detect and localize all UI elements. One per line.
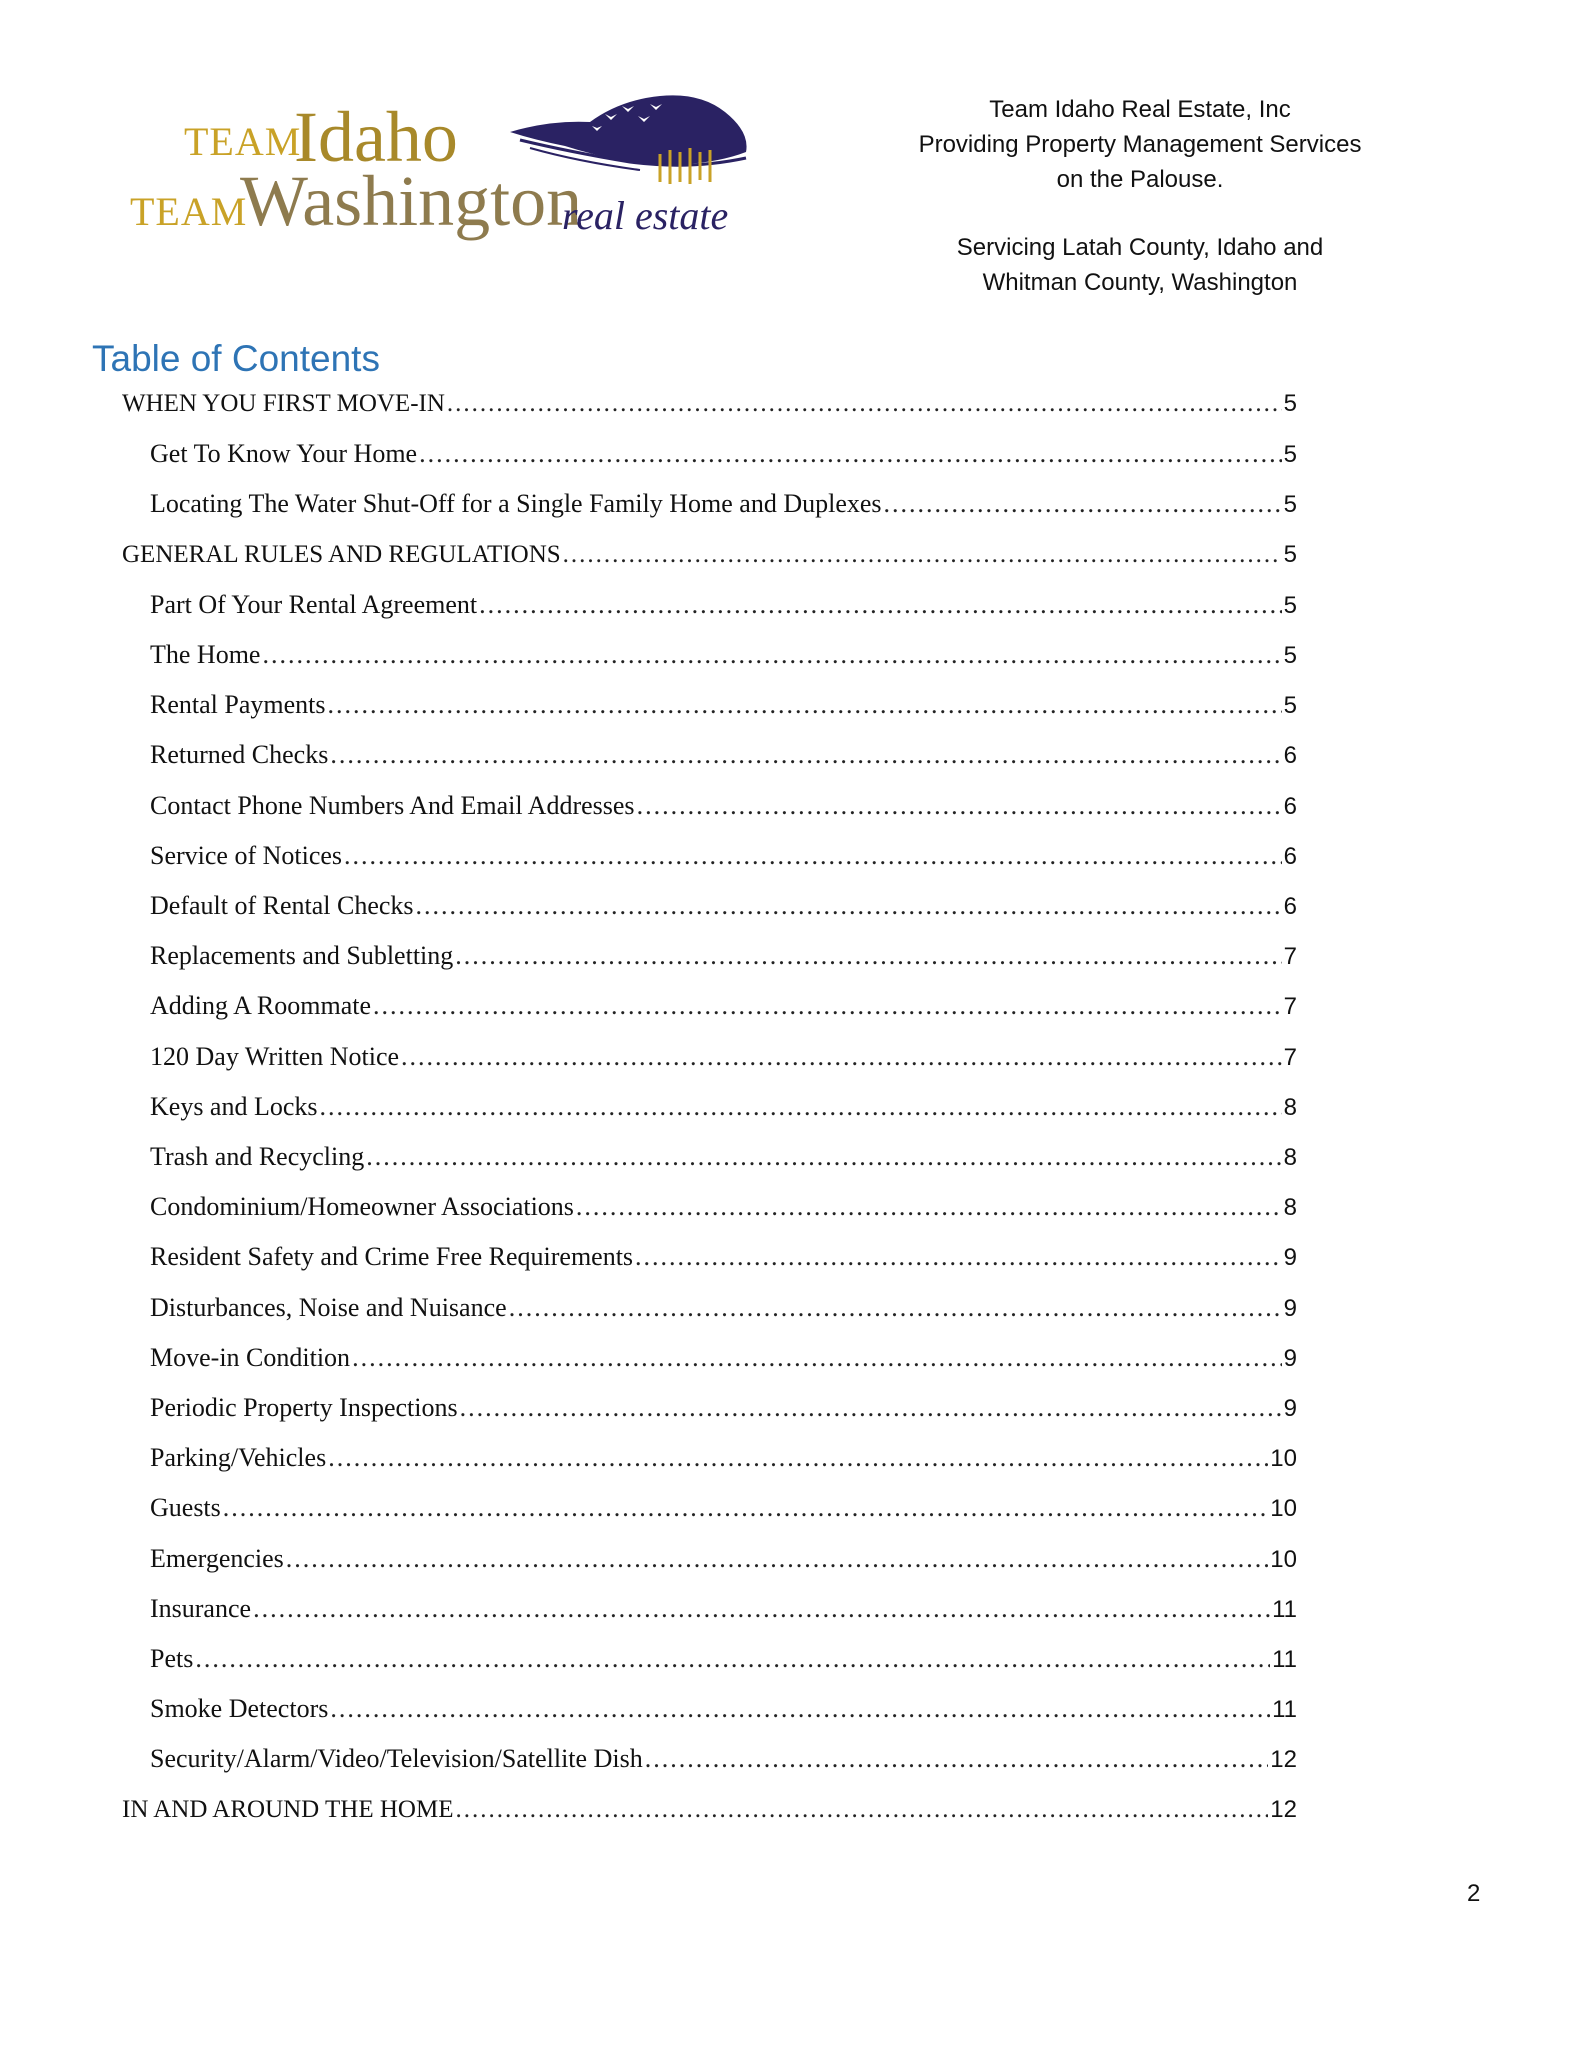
toc-entry-page: 6 <box>1283 893 1297 920</box>
toc-entry-title: The Home <box>150 640 261 669</box>
toc-entry[interactable] <box>150 888 1297 924</box>
toc-entry-title: Pets <box>150 1644 194 1673</box>
toc-entry-page: 12 <box>1270 1746 1297 1774</box>
toc-entry-title: Periodic Property Inspections <box>150 1393 458 1422</box>
toc-entry-title: WHEN YOU FIRST MOVE-IN <box>122 390 445 417</box>
toc-entry-page: 11 <box>1272 1696 1297 1724</box>
toc-entry-title: Security/Alarm/Video/Television/Satellite Dish <box>150 1744 643 1774</box>
toc-entry-title: Trash and Recycling <box>150 1142 365 1171</box>
toc-entry[interactable] <box>150 1139 1297 1175</box>
logo-real-estate-text: real estate <box>562 193 729 238</box>
toc-dot-leader <box>327 687 1281 723</box>
toc-entry-page: 9 <box>1283 1244 1297 1272</box>
toc-entry[interactable] <box>150 1691 1297 1727</box>
toc-dot-leader <box>373 988 1282 1024</box>
toc-entry-title: Guests <box>150 1493 221 1523</box>
toc-entry-page: 8 <box>1283 1093 1297 1121</box>
toc-dot-leader <box>352 1340 1282 1376</box>
toc-entry-page: 6 <box>1283 842 1297 870</box>
toc-dot-leader <box>330 1691 1270 1727</box>
toc-entry-page: 8 <box>1283 1144 1297 1171</box>
toc-entry[interactable] <box>150 737 1297 773</box>
toc-entry[interactable] <box>150 938 1297 974</box>
toc-entry[interactable] <box>150 637 1297 673</box>
toc-entry-title: GENERAL RULES AND REGULATIONS <box>122 540 561 568</box>
toc-entry-title: 120 Day Written Notice <box>150 1041 400 1071</box>
service-area: Servicing Latah County, Idaho and <box>956 234 1324 261</box>
toc-entry-title: IN AND AROUND THE HOME <box>122 1795 454 1823</box>
toc-entry-page: 12 <box>1270 1795 1297 1823</box>
toc-dot-leader <box>320 1089 1282 1125</box>
toc-entry[interactable] <box>122 386 1297 422</box>
toc-entry[interactable] <box>150 1290 1297 1326</box>
toc-entry[interactable] <box>150 1490 1297 1526</box>
toc-dot-leader <box>223 1490 1269 1526</box>
toc-heading: Table of Contents <box>92 338 380 379</box>
company-name: Team Idaho Real Estate, Inc <box>989 96 1291 123</box>
toc-entry-page: 8 <box>1283 1194 1297 1222</box>
toc-dot-leader <box>416 888 1282 924</box>
toc-dot-leader <box>509 1290 1282 1326</box>
toc-dot-leader <box>195 1641 1270 1677</box>
toc-entry-page: 9 <box>1283 1294 1297 1322</box>
toc-entry-page: 11 <box>1272 1646 1297 1673</box>
toc-entry-page: 7 <box>1283 993 1297 1021</box>
toc-dot-leader <box>635 1239 1282 1275</box>
toc-dot-leader <box>286 1541 1269 1577</box>
toc-entry[interactable] <box>150 1440 1297 1476</box>
logo-idaho-text: Idaho <box>294 97 458 177</box>
toc-entry-title: Contact Phone Numbers And Email Addresses <box>150 790 635 820</box>
toc-dot-leader <box>330 737 1281 773</box>
toc-entry-title: Emergencies <box>150 1543 284 1573</box>
toc-entry-title: Returned Checks <box>150 740 329 770</box>
toc-entry-page: 9 <box>1283 1344 1297 1372</box>
toc-entry[interactable] <box>150 1390 1297 1426</box>
toc-entry-title: Resident Safety and Crime Free Requirements <box>150 1242 634 1272</box>
toc-dot-leader <box>576 1189 1282 1225</box>
toc-entry[interactable] <box>122 537 1297 573</box>
toc-entry-page: 7 <box>1283 943 1297 971</box>
toc-entry-page: 6 <box>1283 792 1297 820</box>
toc-entry-page: 5 <box>1283 692 1297 720</box>
toc-entry[interactable] <box>150 1239 1297 1275</box>
company-info <box>860 92 1420 300</box>
service-area-cont: Whitman County, Washington <box>982 269 1298 296</box>
company-tagline-cont: on the Palouse. <box>1056 166 1224 193</box>
toc-dot-leader <box>419 436 1282 472</box>
toc-entry-page: 11 <box>1272 1595 1297 1623</box>
toc-entry-page: 5 <box>1283 390 1297 417</box>
toc-entry-title: Replacements and Subletting <box>150 941 454 971</box>
toc-entry[interactable] <box>150 1039 1297 1075</box>
toc-dot-leader <box>455 1792 1268 1828</box>
toc-dot-leader <box>328 1440 1268 1476</box>
toc-dot-leader <box>253 1591 1270 1627</box>
toc-entry-title: Smoke Detectors <box>150 1694 329 1724</box>
toc-entry[interactable] <box>122 1792 1297 1828</box>
company-logo <box>122 92 754 252</box>
toc-dot-leader <box>344 838 1282 874</box>
toc-entry-title: Insurance <box>150 1593 252 1623</box>
toc-entry-title: Default of Rental Checks <box>150 891 414 920</box>
toc-entry-title: Locating The Water Shut-Off for a Single Family Home and Duplexes <box>150 489 882 519</box>
toc-entry[interactable] <box>150 1189 1297 1225</box>
logo-team-idaho-prefix: TEAM <box>184 119 302 164</box>
toc-entry-page: 5 <box>1283 591 1297 619</box>
toc-dot-leader <box>455 938 1281 974</box>
toc-entry-title: Rental Payments <box>150 690 326 720</box>
toc-entry-title: Condominium/Homeowner Associations <box>150 1192 574 1222</box>
toc-entry-page: 10 <box>1270 1545 1297 1573</box>
toc-entry-page: 7 <box>1283 1043 1297 1071</box>
toc-dot-leader <box>637 788 1282 824</box>
toc-entry[interactable] <box>150 988 1297 1024</box>
toc-entry[interactable] <box>150 436 1297 472</box>
toc-entry[interactable] <box>150 587 1297 623</box>
toc-entry[interactable] <box>150 1089 1297 1125</box>
toc-entry[interactable] <box>150 838 1297 874</box>
toc-entry-title: Parking/Vehicles <box>150 1443 327 1473</box>
toc-entry-page: 10 <box>1270 1445 1297 1473</box>
toc-entry[interactable] <box>150 1591 1297 1627</box>
toc-dot-leader <box>563 537 1282 573</box>
toc-dot-leader <box>262 637 1281 673</box>
toc-entry[interactable] <box>150 1541 1297 1577</box>
toc-entry[interactable] <box>150 687 1297 723</box>
toc-entry-page: 5 <box>1283 642 1297 669</box>
toc-entry-page: 9 <box>1283 1395 1297 1422</box>
toc-entry[interactable] <box>150 1340 1297 1376</box>
toc-entry-title: Move-in Condition <box>150 1342 351 1372</box>
toc-dot-leader <box>401 1039 1282 1075</box>
toc-dot-leader <box>884 486 1282 522</box>
toc-entry-page: 10 <box>1270 1495 1297 1523</box>
mountain-birds-logo-icon <box>510 92 754 202</box>
toc-entry[interactable] <box>150 1741 1297 1777</box>
toc-entry-title: Service of Notices <box>150 840 343 870</box>
toc-dot-leader <box>479 587 1282 623</box>
toc-dot-leader <box>447 386 1282 422</box>
toc-entry-title: Keys and Locks <box>150 1091 318 1121</box>
logo-washington-text: Washington <box>240 161 583 241</box>
toc-entry-title: Adding A Roommate <box>150 991 371 1021</box>
toc-entry-title: Part Of Your Rental Agreement <box>150 589 478 619</box>
toc-entry-title: Get To Know Your Home <box>150 439 418 469</box>
toc-entry-page: 5 <box>1283 491 1297 519</box>
toc-dot-leader <box>645 1741 1269 1777</box>
toc-entry[interactable] <box>150 1641 1297 1677</box>
toc-dot-leader <box>460 1390 1282 1426</box>
toc-entry-page: 5 <box>1283 441 1297 469</box>
toc-entry[interactable] <box>150 788 1297 824</box>
toc-entry-title: Disturbances, Noise and Nuisance <box>150 1292 507 1322</box>
toc-entry[interactable] <box>150 486 1297 522</box>
toc-entry-page: 5 <box>1283 540 1297 568</box>
logo-team-washington-prefix: TEAM <box>130 189 248 234</box>
page-number: 2 <box>1467 1880 1481 1907</box>
toc-entry-page: 6 <box>1283 742 1297 770</box>
toc-dot-leader <box>366 1139 1281 1175</box>
company-tagline: Providing Property Management Services <box>918 131 1362 158</box>
